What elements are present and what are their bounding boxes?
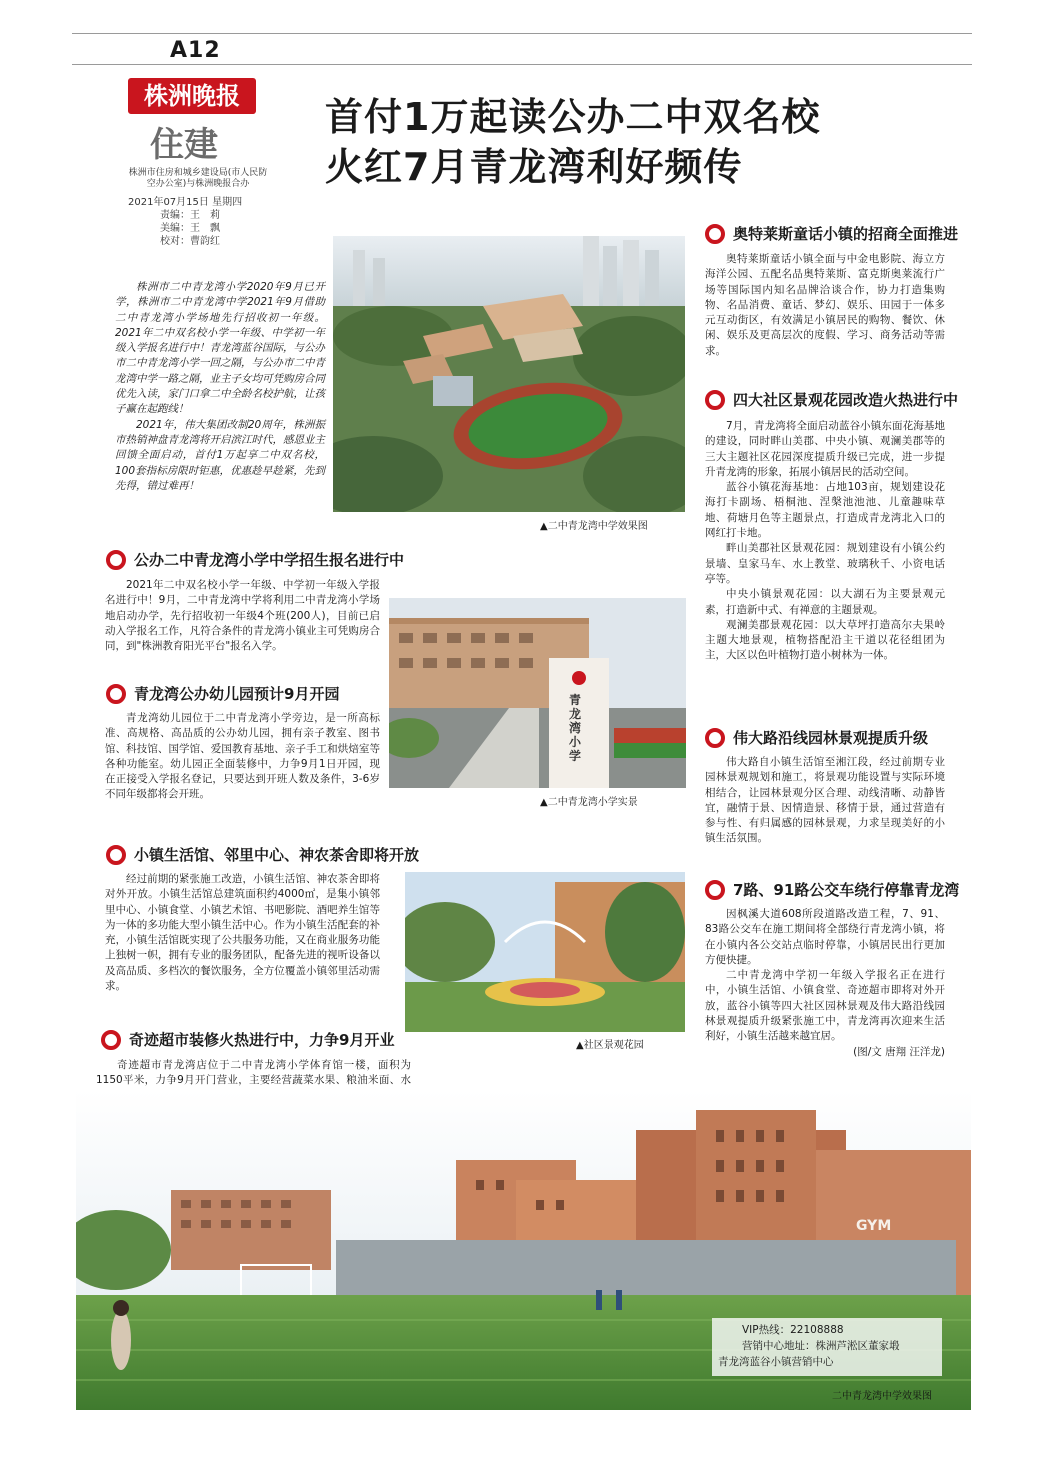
- section-heading-text: 奥特莱斯童话小镇的招商全面推进: [733, 225, 959, 243]
- paragraph: 畔山美郡社区景观花园：规划建设有小镇公约景墙、皇家马车、水上教堂、玻璃秋千、小资电话亭等。: [705, 542, 945, 585]
- intro-text: [115, 280, 325, 494]
- headline: [325, 92, 925, 192]
- vip-hotline: VIP热线：22108888: [742, 1324, 844, 1336]
- kindergarten-text: [105, 711, 380, 803]
- gardens-text: [705, 419, 945, 664]
- paragraph: 观澜美郡景观花园：以大草坪打造高尔夫果岭主题大地景观，植物搭配沿主干道以花径组团为主，大区以色叶植物打造小树林为一体。: [705, 618, 945, 662]
- issue-date: 2021年07月15日 星期四: [128, 197, 243, 208]
- section-heading-text: 伟大路沿线园林景观提质升级: [733, 729, 929, 747]
- aerial-caption: ▲二中青龙湾中学效果图: [540, 521, 648, 532]
- paragraph: 中央小镇景观花园：以大湖石为主要景观元素，打造新中式、有禅意的主题景观。: [705, 588, 945, 616]
- paragraph: 经过前期的紧张施工改造，小镇生活馆、神农茶舍即将对外开放。小镇生活馆总建筑面积约4000㎡，是集小镇邻里中心、小镇食堂、小镇艺术馆、书吧影院、酒吧养生馆等为一体的多功能大型小镇生活中心。作为小镇生活配套的补充，小镇生活馆既实现了公共服务功能，又在商业服务功能上独树一帜，拥有专业的服务团队，配备先进的视听设备以及高品质、多档次的餐饮服务，全方位覆盖小镇邻里活动需求。: [105, 873, 380, 993]
- proofreader: 校对：曹韵红: [160, 236, 220, 247]
- contact-box: [712, 1318, 942, 1376]
- newspaper-logo: 株洲晚报: [128, 78, 256, 114]
- aerial-school-rendering: [333, 236, 685, 512]
- section-heading-text: 7路、91路公交车绕行停靠青龙湾: [733, 881, 960, 899]
- section-heading-supermarket: [101, 1029, 394, 1050]
- primary-school-photo: [389, 598, 686, 788]
- paragraph: 蓝谷小镇花海基地：占地103亩，规划建设花海打卡副场、梧桐池、涅槃池池池、儿童趣味草地、荷塘月色等主题景点，打造成青龙湾北入口的网红打卡地。: [705, 481, 945, 540]
- community-garden-photo: [405, 872, 685, 1032]
- garden-caption: ▲社区景观花园: [576, 1040, 644, 1051]
- intro-paragraph: 株洲市二中青龙湾小学2020年9月已开学，株洲市二中青龙湾中学2021年9月借助二中青龙湾小学场地先行招收初一年级。2021年二中双名校小学一年级、中学初一年级入学报名进行中！青龙湾蓝谷国际，与公办市二中青龙湾小学一回之隔，与公办市二中青龙湾中学一路之隔，业主子女均可凭购房合同优先入读，家门口拿二中全龄名校护航，让孩子赢在起跑线！: [115, 281, 325, 416]
- sales-address: 营销中心地址：株洲芦淞区董家塅: [742, 1340, 900, 1352]
- section-heading-bus: [705, 879, 959, 900]
- section-heading-text: 奇迹超市装修火热进行中，力争9月开业: [129, 1031, 395, 1049]
- bullet-icon: [106, 550, 126, 570]
- bullet-icon: [705, 728, 725, 748]
- issue-meta: [128, 196, 268, 248]
- headline-line-1: 首付1万起读公办二中双名校: [325, 95, 821, 139]
- outlets-text: [705, 252, 945, 359]
- author-credit: (图/文 唐翔 汪洋龙): [853, 1045, 945, 1058]
- section-heading-text: 青龙湾公办幼儿园预计9月开园: [134, 685, 340, 703]
- paragraph: 奇迹超市青龙湾店位于二中青龙湾小学体育馆一楼，面积为1150平米，力争9月开门营业，主要经营蔬菜水果、粮油米面、水: [96, 1059, 411, 1087]
- bullet-icon: [101, 1030, 121, 1050]
- bottom-caption: 二中青龙湾中学效果图: [832, 1391, 932, 1402]
- paragraph: 伟大路自小镇生活馆至湘江段，经过前期专业园林景观规划和施工，将景观功能设置与实际环境相结合，让园林景观分区合理、动线清晰、动静皆宜，融情于景、因情造景、移情于景，通过营造有参与性、有归属感的园林景观，力求呈现美好的小镇生活氛围。: [705, 756, 945, 845]
- section-heading-enrollment: [106, 549, 404, 570]
- headline-line-2: 火红7月青龙湾利好频传: [325, 145, 743, 189]
- gate-sign: 青龙湾小学: [569, 693, 582, 763]
- bullet-icon: [705, 390, 725, 410]
- paragraph: 7月，青龙湾将全面启动蓝谷小镇东面花海基地的建设，同时畔山美郡、中央小镇、观澜美郡等的三大主题社区花园深度提质升级已完成，进一步提升青龙湾的形象，拓展小镇居民的活动空间。: [705, 420, 945, 478]
- section-heading-kindergarten: [106, 683, 339, 704]
- paragraph: 2021年二中双名校小学一年级、中学初一年级入学报名进行中！9月，二中青龙湾中学将利用二中青龙湾小学场地启动办学，先行招收初一年级4个班(200人)，目前已启动入学报名工作，凡符合条件的青龙湾小镇业主可凭购房合同，到"株洲教育阳光平台"报名入学。: [105, 579, 380, 653]
- paragraph: 奥特莱斯童话小镇全面与中金电影院、海立方海洋公园、五配名品奥特莱斯、富克斯奥莱流行广场等国际国内知名品牌洽谈合作，协力打造集购物、名品消费、童话、梦幻、娱乐、田园于一体多元互动街区，有效满足小镇居民的购物、餐饮、休闲、娱乐及更高层次的度假、学习、商务活动等需求。: [705, 253, 945, 357]
- paragraph: 青龙湾幼儿园位于二中青龙湾小学旁边，是一所高标准、高规格、高品质的公办幼儿园，拥有亲子教室、图书馆、科技馆、国学馆、爱国教育基地、亲子手工和烘焙室等各种功能室。幼儿园正全面装修中，力争9月1日开园，现在正接受入学报名登记，只要达到开班人数及条件，3-6岁不同年级都将会开班。: [105, 712, 380, 801]
- designer: 美编：王 飘: [160, 223, 220, 234]
- bullet-icon: [705, 880, 725, 900]
- enrollment-text: [105, 578, 380, 654]
- intro-paragraph: 2021年，伟大集团改制20周年，株洲振市热销神盘青龙湾将开启滨江时代，感恩业主回馈全面启动，首付1万起享二中双名校，100套指标房限时钜惠，优惠趁早趁紧，先到先得，错过难再！: [115, 418, 325, 492]
- bullet-icon: [705, 224, 725, 244]
- sponsor-line: 株洲市住房和城乡建设局(市人民防空办公室)与株洲晚报合办: [128, 168, 268, 189]
- section-heading-gardens: [705, 389, 958, 410]
- town-hall-text: [105, 872, 380, 994]
- bullet-icon: [106, 684, 126, 704]
- section-heading-town-hall: [106, 844, 419, 865]
- paragraph: 二中青龙湾中学初一年级入学报名正在进行中，小镇生活馆、小镇食堂、奇迹超市即将对外开放，蓝谷小镇等四大社区园林景观及伟大路沿线园林景观提质升级紧张施工中，青龙湾再次迎来生活利好，小镇生活越来越宜居。: [705, 969, 945, 1043]
- road-text: [705, 755, 945, 847]
- section-heading-road: [705, 727, 928, 748]
- page-number: A12: [170, 38, 221, 63]
- section-title: 住建: [150, 125, 218, 165]
- bullet-icon: [106, 845, 126, 865]
- header-rule: [72, 64, 972, 65]
- gym-sign: GYM: [856, 1218, 892, 1234]
- section-heading-text: 公办二中青龙湾小学中学招生报名进行中: [134, 551, 405, 569]
- top-rule: [72, 33, 972, 34]
- section-heading-text: 四大社区景观花园改造火热进行中: [733, 391, 959, 409]
- editor: 责编：王 莉: [160, 210, 220, 221]
- sales-center: 青龙湾蓝谷小镇营销中心: [718, 1356, 834, 1368]
- bus-text: [705, 907, 945, 1060]
- paragraph: 因枫溪大道608所段道路改造工程，7、91、83路公交车在施工期间将全部绕行青龙湾小镇，将在小镇内各公交站点临时停靠，小镇居民出行更加方便快捷。: [705, 908, 945, 966]
- school-caption: ▲二中青龙湾小学实景: [540, 797, 638, 808]
- section-heading-outlets: [705, 223, 958, 244]
- section-heading-text: 小镇生活馆、邻里中心、神农茶舍即将开放: [134, 846, 420, 864]
